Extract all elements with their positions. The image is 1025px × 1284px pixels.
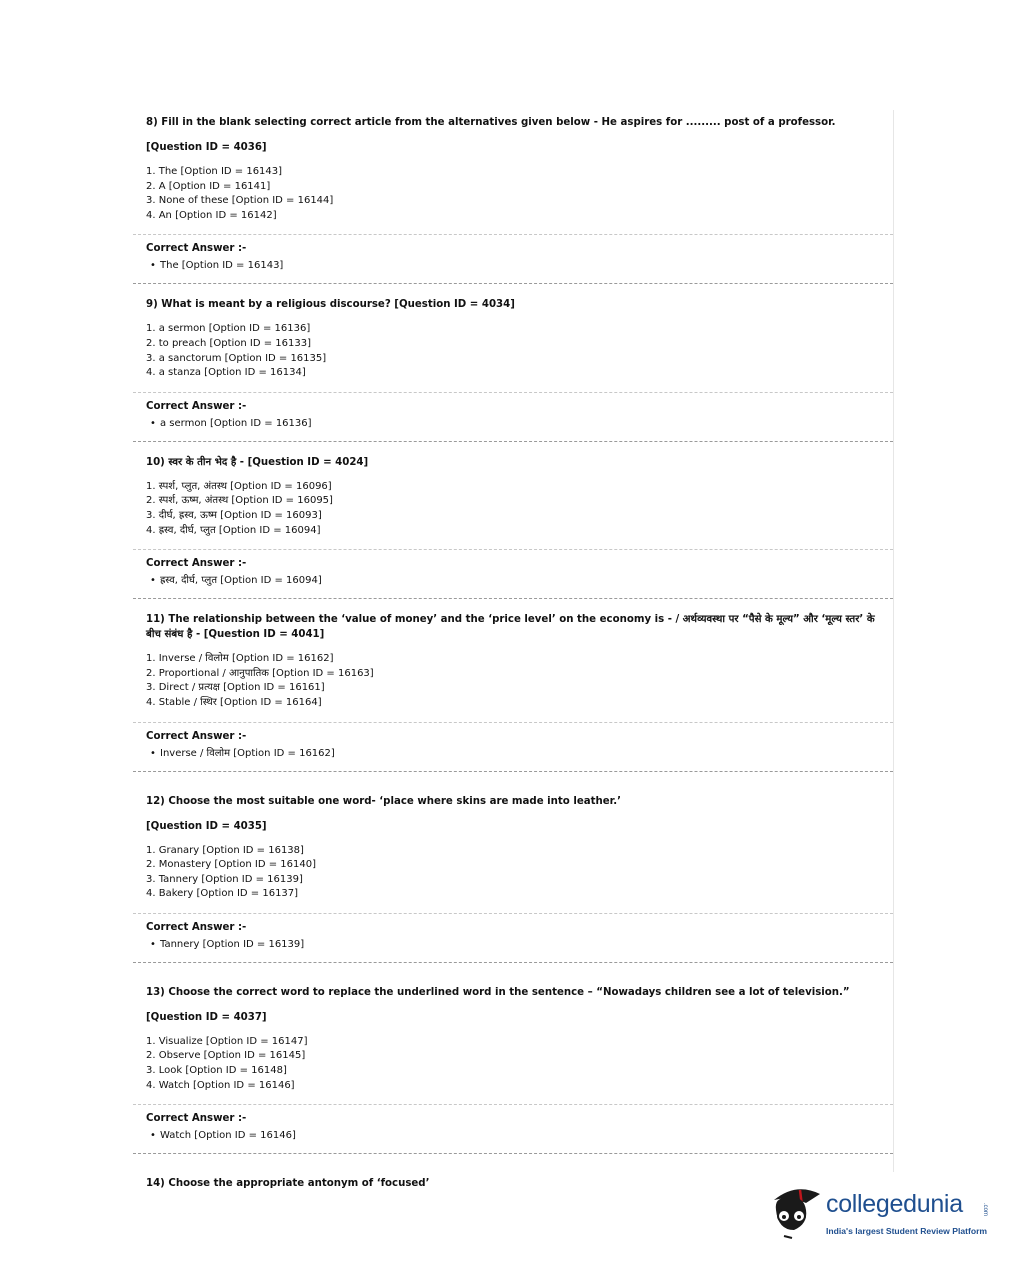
- option-2: 2. Proportional / आनुपातिक [Option ID = 16163]: [146, 667, 374, 679]
- correct-answer: [146, 937, 880, 952]
- question-title: 8) Fill in the blank selecting correct article from the alternatives given below - He aspires for ......... post of a professor.: [146, 117, 836, 128]
- question-id: [Question ID = 4037]: [146, 1011, 267, 1023]
- correct-answer-text: ह्रस्व, दीर्घ, प्लुत [Option ID = 16094]: [160, 575, 322, 587]
- option-2: 2. Observe [Option ID = 16145]: [146, 1050, 306, 1062]
- question-12: [133, 772, 893, 902]
- question-title: 10) स्वर के तीन भेद है - [Question ID = 4024]: [146, 456, 369, 468]
- bullet-icon: •: [150, 1130, 156, 1142]
- question-title: 13) Choose the correct word to replace the underlined word in the sentence – “Nowadays children see a lot of television.”: [146, 986, 850, 998]
- option-1: 1. स्पर्श, प्लुत, अंतस्थ [Option ID = 16096]: [146, 480, 332, 492]
- correct-answer: [146, 573, 880, 588]
- question-title: 9) What is meant by a religious discourse? [Question ID = 4034]: [146, 299, 515, 311]
- bullet-icon: •: [150, 575, 156, 587]
- answer-block: [133, 393, 893, 431]
- brand-tagline: India's largest Student Review Platform: [826, 1226, 988, 1236]
- option-3: 3. a sanctorum [Option ID = 16135]: [146, 352, 327, 364]
- bullet-icon: •: [150, 417, 156, 429]
- question-title: 12) Choose the most suitable one word- ‘place where skins are made into leather.’: [146, 795, 621, 807]
- answer-block: [133, 1105, 893, 1143]
- correct-answer: [146, 746, 880, 761]
- answer-label: Correct Answer :-: [146, 243, 247, 255]
- question-13: [133, 963, 893, 1093]
- question-paper: [133, 110, 894, 1190]
- mascot-icon: [774, 1189, 820, 1238]
- option-2: 2. to preach [Option ID = 16133]: [146, 337, 312, 349]
- option-4: 4. Watch [Option ID = 16146]: [146, 1079, 295, 1091]
- option-1: 1. a sermon [Option ID = 16136]: [146, 323, 311, 335]
- bullet-icon: •: [150, 747, 156, 759]
- correct-answer-text: The [Option ID = 16143]: [160, 260, 284, 272]
- correct-answer: [146, 416, 880, 431]
- answer-label: Correct Answer :-: [146, 558, 247, 570]
- answer-label: Correct Answer :-: [146, 730, 247, 742]
- answer-block: [133, 914, 893, 952]
- option-4: 4. An [Option ID = 16142]: [146, 209, 277, 221]
- options-list: [146, 652, 880, 710]
- question-9: [133, 284, 893, 380]
- option-2: 2. स्पर्श, ऊष्म, अंतस्थ [Option ID = 16095]: [146, 495, 333, 507]
- question-id: [Question ID = 4036]: [146, 142, 267, 153]
- option-3: 3. दीर्घ, ह्रस्व, ऊष्म [Option ID = 16093]: [146, 509, 322, 521]
- correct-answer-text: a sermon [Option ID = 16136]: [160, 417, 312, 429]
- option-3: 3. None of these [Option ID = 16144]: [146, 195, 334, 207]
- answer-block: [133, 550, 893, 588]
- correct-answer-text: Tannery [Option ID = 16139]: [160, 938, 305, 950]
- options-list: [146, 844, 880, 902]
- options-list: [146, 165, 880, 223]
- option-4: 4. a stanza [Option ID = 16134]: [146, 367, 306, 379]
- option-1: 1. Inverse / विलोम [Option ID = 16162]: [146, 653, 334, 665]
- answer-block: [133, 723, 893, 761]
- question-title: 11) The relationship between the ‘value of money’ and the ‘price level’ on the economy is - / अर्थव्यवस्था पर “पैसे के मूल्य” और ‘मूल्य स्तर’ के बीच संबंध है - [Question ID = 4041]: [146, 614, 875, 641]
- option-1: 1. Granary [Option ID = 16138]: [146, 844, 304, 856]
- option-1: 1. Visualize [Option ID = 16147]: [146, 1035, 308, 1047]
- question-10: [133, 442, 893, 538]
- option-3: 3. Direct / प्रत्यक्ष [Option ID = 16161]: [146, 682, 325, 694]
- answer-block: [133, 235, 893, 273]
- bullet-icon: •: [150, 938, 156, 950]
- correct-answer: [146, 1128, 880, 1143]
- options-list: [146, 322, 880, 380]
- correct-answer-text: Inverse / विलोम [Option ID = 16162]: [160, 747, 335, 759]
- option-4: 4. Stable / स्थिर [Option ID = 16164]: [146, 696, 322, 708]
- option-4: 4. ह्रस्व, दीर्घ, प्लुत [Option ID = 16094]: [146, 524, 321, 536]
- question-8: [133, 110, 893, 223]
- bullet-icon: •: [150, 260, 156, 272]
- option-2: 2. Monastery [Option ID = 16140]: [146, 859, 316, 871]
- question-id: [Question ID = 4035]: [146, 820, 267, 832]
- brand-name: collegedunia: [826, 1190, 963, 1218]
- correct-answer-text: Watch [Option ID = 16146]: [160, 1130, 296, 1142]
- question-11: [133, 599, 893, 710]
- answer-label: Correct Answer :-: [146, 1113, 247, 1125]
- option-4: 4. Bakery [Option ID = 16137]: [146, 888, 299, 900]
- option-1: 1. The [Option ID = 16143]: [146, 166, 283, 177]
- answer-label: Correct Answer :-: [146, 400, 247, 412]
- option-3: 3. Tannery [Option ID = 16139]: [146, 873, 303, 885]
- answer-label: Correct Answer :-: [146, 921, 247, 933]
- options-list: [146, 1035, 880, 1093]
- question-title: 14) Choose the appropriate antonym of ‘focused’: [146, 1178, 430, 1190]
- option-2: 2. A [Option ID = 16141]: [146, 180, 271, 192]
- options-list: [146, 480, 880, 538]
- correct-answer: [146, 258, 880, 273]
- option-3: 3. Look [Option ID = 16148]: [146, 1065, 287, 1077]
- brand-suffix: .com: [982, 1203, 988, 1217]
